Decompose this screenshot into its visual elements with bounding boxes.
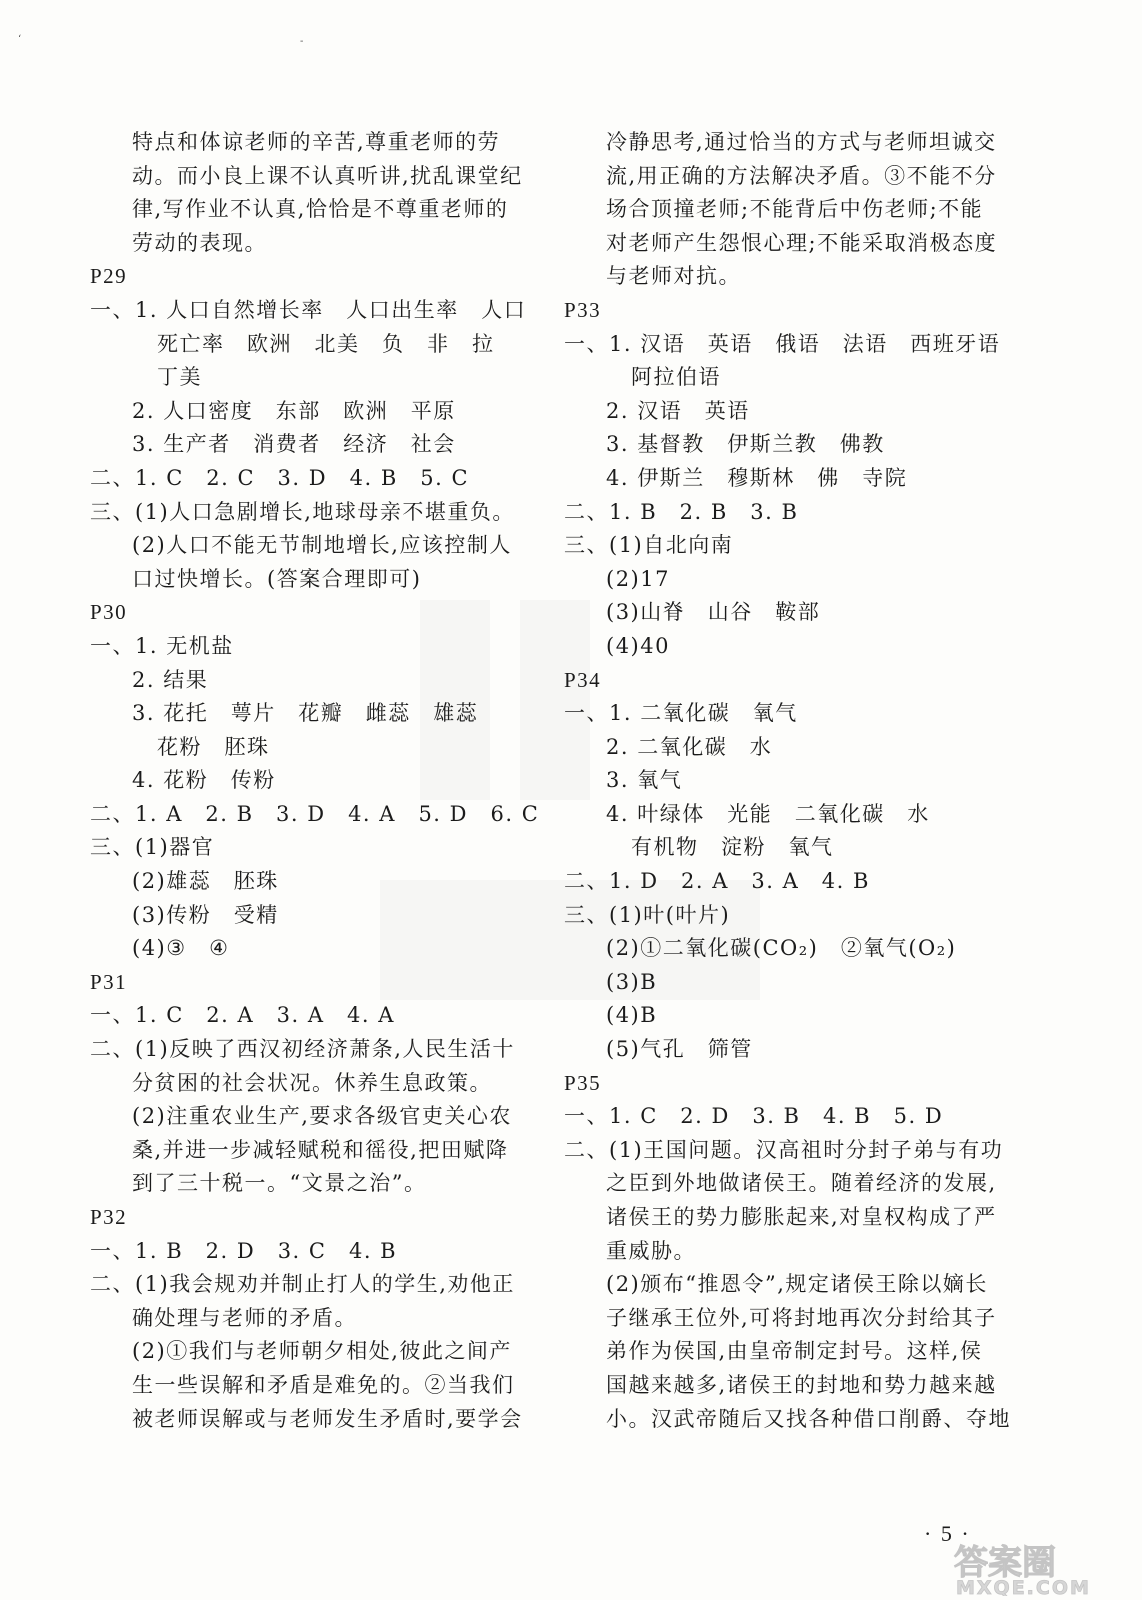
answer-line: (2)①二氧化碳(CO₂) ②氧气(O₂) — [606, 936, 957, 961]
watermark-logo-cn: 答案圈 — [954, 1543, 1056, 1583]
answer-line: 确处理与老师的矛盾。 — [132, 1305, 357, 1330]
answer-line: 阿拉伯语 — [631, 365, 721, 390]
answer-line: 一、1. 人口自然增长率 人口出生率 人口 — [90, 297, 527, 322]
answer-line: 对老师产生怨恨心理;不能采取消极态度 — [606, 230, 998, 255]
answer-line: 桑,并进一步减轻赋税和徭役,把田赋降 — [132, 1137, 509, 1162]
answer-line: 3. 基督教 伊斯兰教 佛教 — [606, 432, 885, 457]
section-heading: P29 — [90, 264, 128, 289]
answer-line: 4. 花粉 传粉 — [132, 768, 276, 793]
answer-line: 2. 结果 — [132, 667, 209, 692]
section-heading: P35 — [564, 1070, 602, 1095]
answer-line: 动。而小良上课不认真听讲,扰乱课堂纪 — [132, 163, 523, 188]
answer-line: 二、(1)我会规劝并制止打人的学生,劝他正 — [90, 1272, 515, 1297]
answer-line: 之臣到外地做诸侯王。随着经济的发展, — [606, 1171, 997, 1196]
answer-line: 一、1. 无机盐 — [90, 633, 234, 658]
answer-line: 4. 伊斯兰 穆斯林 佛 寺院 — [606, 465, 908, 490]
answer-line: 二、1. B 2. B 3. B — [564, 499, 799, 524]
answer-line: (2)注重农业生产,要求各级官吏关心农 — [132, 1104, 512, 1129]
answer-line: 劳动的表现。 — [132, 230, 267, 255]
answer-line: 国越来越多,诸侯王的封地和势力越来越 — [606, 1372, 997, 1397]
answer-line: 冷静思考,通过恰当的方式与老师坦诚交 — [606, 130, 997, 154]
answer-line: 死亡率 欧洲 北美 负 非 拉 — [157, 331, 495, 356]
answer-line: 2. 人口密度 东部 欧洲 平原 — [132, 398, 456, 423]
answer-line: 一、1. C 2. D 3. B 4. B 5. D — [564, 1104, 944, 1129]
page-speck-left: ‘ — [18, 34, 22, 45]
answer-line: 流,用正确的方法解决矛盾。③不能不分 — [606, 163, 997, 188]
answer-line: (4)40 — [606, 633, 670, 658]
answer-line: 2. 汉语 英语 — [606, 398, 750, 423]
answer-line: 律,写作业不认真,恰恰是不尊重老师的 — [132, 197, 509, 222]
answer-line: (3)山脊 山谷 鞍部 — [606, 600, 821, 625]
section-heading: P31 — [90, 969, 128, 994]
answer-line: 弟作为侯国,由皇帝制定封号。这样,侯 — [606, 1339, 983, 1364]
answer-line: 被老师误解或与老师发生矛盾时,要学会 — [132, 1406, 523, 1431]
answer-line: 有机物 淀粉 氧气 — [631, 835, 834, 860]
answer-line: 子继承王位外,可将封地再次分封给其子 — [606, 1305, 997, 1330]
answer-line: 丁美 — [157, 365, 202, 390]
answer-line: 重威胁。 — [606, 1238, 696, 1263]
answer-line: 二、1. C 2. C 3. D 4. B 5. C — [90, 465, 470, 490]
answer-line: 花粉 胚珠 — [157, 734, 270, 759]
answer-line: 二、(1)王国问题。汉高祖时分封子弟与有功 — [564, 1137, 1004, 1162]
answer-line: 三、(1)器官 — [90, 835, 215, 860]
answer-line: (2)①我们与老师朝夕相处,彼此之间产 — [132, 1339, 512, 1364]
answer-line: 三、(1)人口急剧增长,地球母亲不堪重负。 — [90, 499, 515, 524]
watermark-logo — [952, 1540, 1127, 1596]
answer-line: (5)气孔 筛管 — [606, 1037, 753, 1062]
answer-line: 3. 花托 萼片 花瓣 雌蕊 雄蕊 — [132, 701, 479, 726]
answer-line: 场合顶撞老师;不能背后中伤老师;不能 — [606, 197, 984, 222]
watermark-logo-en: MXQE.COM — [956, 1577, 1091, 1596]
answer-line: (2)颁布“推恩令”,规定诸侯王除以嫡长 — [606, 1272, 988, 1297]
section-heading: P34 — [564, 667, 602, 692]
answer-line: 与老师对抗。 — [606, 264, 741, 289]
answer-line: 到了三十税一。“文景之治”。 — [132, 1171, 427, 1196]
answer-line: 3. 氧气 — [606, 768, 683, 793]
section-heading: P32 — [90, 1205, 128, 1229]
answer-line: 2. 二氧化碳 水 — [606, 734, 773, 759]
section-heading: P30 — [90, 600, 128, 625]
answer-line: (3)传粉 受精 — [132, 902, 279, 927]
answer-line: 小。汉武帝随后又找各种借口削爵、夺地 — [606, 1406, 1011, 1431]
answer-line: 诸侯王的势力膨胀起来,对皇权构成了严 — [606, 1205, 997, 1229]
section-heading: P33 — [564, 297, 602, 322]
page-speck-top: - — [300, 36, 304, 47]
answer-line: (4)B — [606, 1003, 658, 1028]
answer-line: 3. 生产者 消费者 经济 社会 — [132, 432, 456, 457]
answer-line: 二、(1)反映了西汉初经济萧条,人民生活十 — [90, 1037, 515, 1062]
answer-line: 生一些误解和矛盾是难免的。②当我们 — [132, 1372, 515, 1397]
answer-line: 三、(1)叶(叶片) — [564, 902, 731, 927]
answer-line: (4)③ ④ — [132, 936, 230, 961]
answer-line: 二、1. D 2. A 3. A 4. B — [564, 869, 870, 894]
answer-column-left — [90, 126, 560, 1436]
answer-column-right — [564, 126, 1034, 1436]
answer-line: 分贫困的社会状况。休养生息政策。 — [132, 1070, 492, 1095]
answer-line: 特点和体谅老师的辛苦,尊重老师的劳 — [132, 130, 501, 154]
answer-line: 4. 叶绿体 光能 二氧化碳 水 — [606, 801, 930, 826]
answer-line: 一、1. C 2. A 3. A 4. A — [90, 1003, 395, 1028]
answer-line: 一、1. B 2. D 3. C 4. B — [90, 1238, 398, 1263]
answer-line: (2)17 — [606, 566, 670, 591]
page-number: · 5 · — [924, 1521, 971, 1546]
answer-line: 口过快增长。(答案合理即可) — [132, 566, 422, 591]
answer-line: 一、1. 二氧化碳 氧气 — [564, 701, 798, 726]
answer-line: 一、1. 汉语 英语 俄语 法语 西班牙语 — [564, 331, 1001, 356]
answer-line: 三、(1)自北向南 — [564, 533, 734, 558]
answer-line: 二、1. A 2. B 3. D 4. A 5. D 6. C — [90, 801, 540, 826]
answer-line: (3)B — [606, 969, 658, 994]
answer-line: (2)人口不能无节制地增长,应该控制人 — [132, 533, 512, 558]
answer-line: (2)雄蕊 胚珠 — [132, 869, 279, 894]
